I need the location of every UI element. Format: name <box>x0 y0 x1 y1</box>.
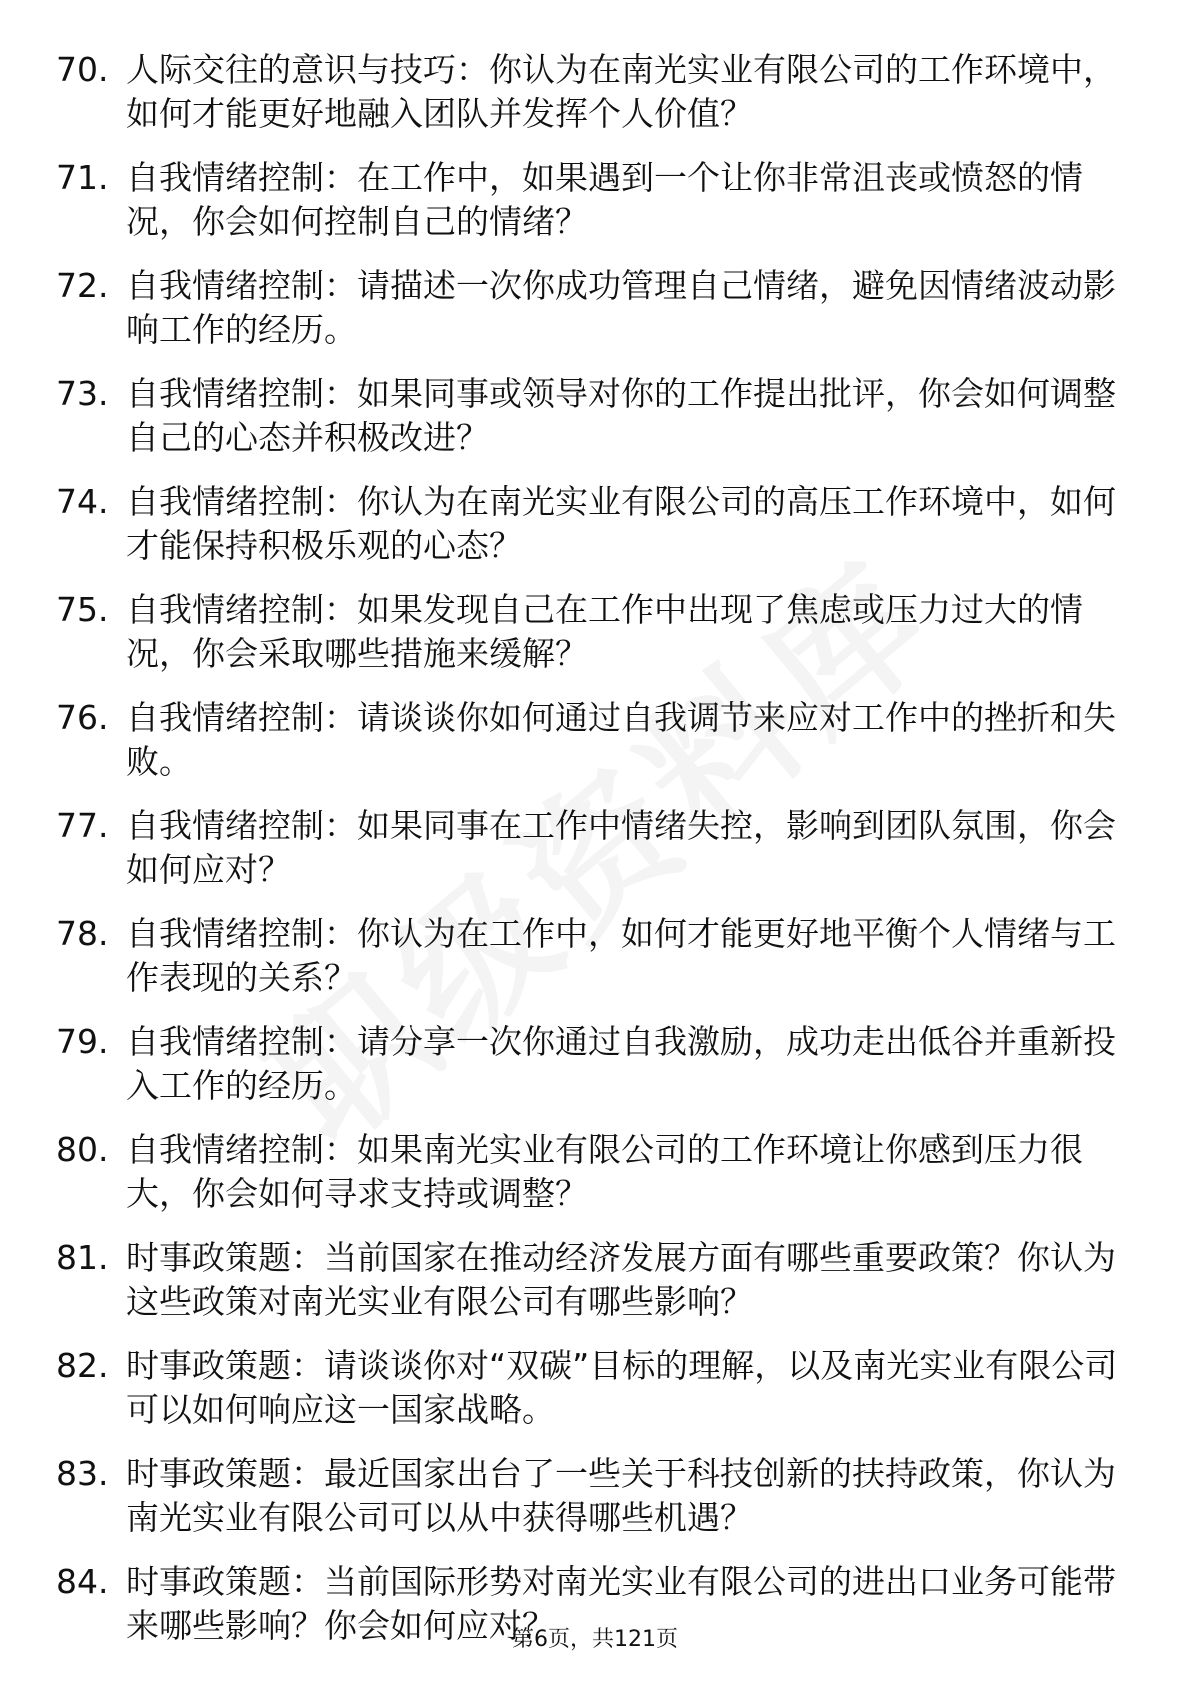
question-text: 人际交往的意识与技巧：你认为在南光实业有限公司的工作环境中，如何才能更好地融入团队并发挥个人价值？ <box>126 50 1116 133</box>
question-text: 自我情绪控制：如果同事在工作中情绪失控，影响到团队氛围，你会如何应对？ <box>126 806 1116 889</box>
question-number: 71. <box>56 158 109 197</box>
question-text: 时事政策题：最近国家出台了一些关于科技创新的扶持政策，你认为南光实业有限公司可以从中获得哪些机遇？ <box>126 1454 1116 1537</box>
question-text: 自我情绪控制：如果同事或领导对你的工作提出批评，你会如何调整自己的心态并积极改进？ <box>126 374 1116 457</box>
question-number: 81. <box>56 1238 109 1277</box>
question-item <box>56 48 1136 136</box>
question-number: 80. <box>56 1130 109 1169</box>
question-number: 74. <box>56 482 109 521</box>
question-list <box>56 48 1136 1668</box>
question-item <box>56 696 1136 784</box>
question-number: 78. <box>56 914 109 953</box>
question-item <box>56 1128 1136 1216</box>
question-text: 自我情绪控制：请谈谈你如何通过自我调节来应对工作中的挫折和失败。 <box>126 698 1116 781</box>
question-item <box>56 372 1136 460</box>
question-text: 时事政策题：当前国家在推动经济发展方面有哪些重要政策？你认为这些政策对南光实业有限公司有哪些影响？ <box>126 1238 1116 1321</box>
question-item <box>56 264 1136 352</box>
question-number: 84. <box>56 1562 109 1601</box>
question-text: 自我情绪控制：在工作中，如果遇到一个让你非常沮丧或愤怒的情况，你会如何控制自己的情绪？ <box>126 158 1083 241</box>
question-number: 77. <box>56 806 109 845</box>
question-number: 72. <box>56 266 109 305</box>
question-item <box>56 480 1136 568</box>
question-number: 76. <box>56 698 109 737</box>
question-text: 自我情绪控制：请描述一次你成功管理自己情绪，避免因情绪波动影响工作的经历。 <box>126 266 1116 349</box>
question-number: 79. <box>56 1022 109 1061</box>
question-item <box>56 1344 1136 1432</box>
question-text: 时事政策题：当前国际形势对南光实业有限公司的进出口业务可能带来哪些影响？你会如何应对？ <box>126 1562 1116 1645</box>
question-item <box>56 912 1136 1000</box>
question-number: 75. <box>56 590 109 629</box>
question-number: 83. <box>56 1454 109 1493</box>
question-item <box>56 1452 1136 1540</box>
question-text: 时事政策题：请谈谈你对“双碳”目标的理解，以及南光实业有限公司可以如何响应这一国家战略。 <box>126 1346 1118 1429</box>
question-text: 自我情绪控制：你认为在工作中，如何才能更好地平衡个人情绪与工作表现的关系？ <box>126 914 1116 997</box>
question-number: 73. <box>56 374 109 413</box>
question-text: 自我情绪控制：如果发现自己在工作中出现了焦虑或压力过大的情况，你会采取哪些措施来缓解？ <box>126 590 1083 673</box>
question-item <box>56 804 1136 892</box>
question-item <box>56 156 1136 244</box>
question-number: 70. <box>56 50 109 89</box>
question-text: 自我情绪控制：如果南光实业有限公司的工作环境让你感到压力很大，你会如何寻求支持或调整？ <box>126 1130 1083 1213</box>
question-item <box>56 1236 1136 1324</box>
page-footer: 第6页，共121页 <box>512 1627 678 1652</box>
question-item <box>56 588 1136 676</box>
question-item <box>56 1020 1136 1108</box>
question-number: 82. <box>56 1346 109 1385</box>
question-text: 自我情绪控制：请分享一次你通过自我激励，成功走出低谷并重新投入工作的经历。 <box>126 1022 1116 1105</box>
question-text: 自我情绪控制：你认为在南光实业有限公司的高压工作环境中，如何才能保持积极乐观的心态？ <box>126 482 1116 565</box>
